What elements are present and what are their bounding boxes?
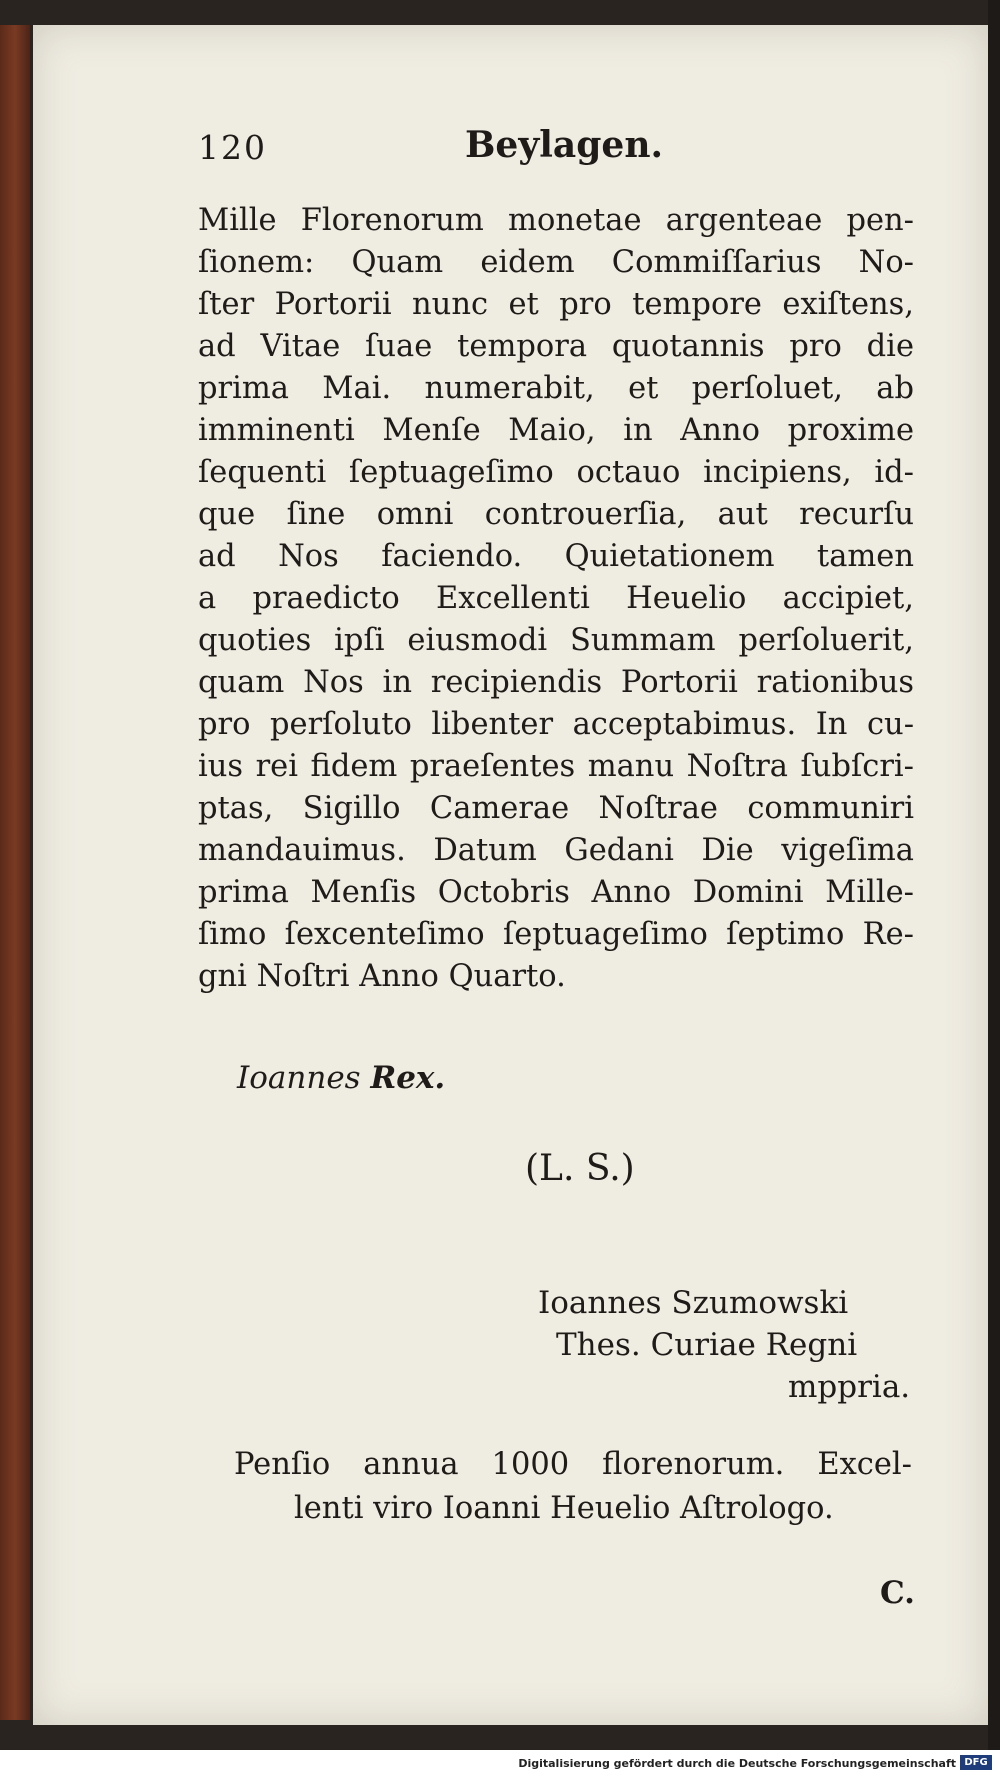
body-line: gni Noſtri Anno Quarto.	[198, 959, 566, 994]
body-line: quoties ipſi eiusmodi Summam perſoluerit,	[198, 623, 914, 658]
body-line: que ſine omni controuerſia, aut recurſu	[198, 497, 914, 532]
signature-name: Ioannes	[237, 1060, 361, 1096]
body-line: Mille Florenorum monetae argenteae pen-	[198, 203, 914, 238]
body-line: prima Menſis Octobris Anno Domini Mille-	[198, 875, 914, 910]
dfg-logo-icon: DFG	[960, 1755, 992, 1770]
body-line: quam Nos in recipiendis Portorii rationibus	[198, 665, 914, 700]
body-line: ſequenti ſeptuageſimo octauo incipiens, id-	[198, 455, 914, 490]
body-line: ſimo ſexcenteſimo ſeptuageſimo ſeptimo Re-	[198, 917, 914, 952]
page-number: 120	[198, 128, 267, 167]
body-line: ſionem: Quam eidem Commiſſarius No-	[198, 245, 914, 280]
body-line: ad Vitae ſuae tempora quotannis pro die	[198, 329, 914, 364]
endorsement	[234, 1443, 912, 1531]
body-line: imminenti Menſe Maio, in Anno proxime	[198, 413, 914, 448]
body-line: ſter Portorii nunc et pro tempore exiſtens,	[198, 287, 914, 322]
page-right-edge	[988, 0, 1000, 1750]
treasurer-name: Ioannes Szumowski	[538, 1285, 849, 1321]
body-line: ptas, Sigillo Camerae Noſtrae communiri	[198, 791, 914, 826]
body-line: ius rei fidem praeſentes manu Noſtra ſubſcri-	[198, 749, 914, 784]
treasurer-signature	[538, 1282, 910, 1408]
signature-title: Rex.	[370, 1060, 446, 1096]
treasurer-title: Thes. Curiae Regni	[556, 1327, 858, 1363]
royal-signature	[237, 1060, 445, 1096]
body-line: a praedicto Excellenti Heuelio accipiet,	[198, 581, 914, 616]
body-line: ad Nos faciendo. Quietationem tamen	[198, 539, 914, 574]
endorsement-line: lenti viro Ioanni Heuelio Aſtrologo.	[294, 1491, 834, 1526]
body-text	[198, 200, 914, 998]
catchword: C.	[880, 1575, 915, 1611]
body-line: pro perſoluto libenter acceptabimus. In cu-	[198, 707, 914, 742]
seal-mark: (L. S.)	[525, 1148, 635, 1189]
footer-credit: Digitalisierung gefördert durch die Deutsche Forschungsgemeinschaft	[518, 1757, 956, 1770]
endorsement-line: Penſio annua 1000 florenorum. Excel-	[234, 1447, 912, 1482]
body-line: prima Mai. numerabit, et perſoluet, ab	[198, 371, 914, 406]
running-head: Beylagen.	[465, 124, 664, 166]
treasurer-mppria: mppria.	[788, 1369, 911, 1405]
book-spine	[0, 25, 30, 1720]
body-line: mandauimus. Datum Gedani Die vigeſima	[198, 833, 914, 868]
